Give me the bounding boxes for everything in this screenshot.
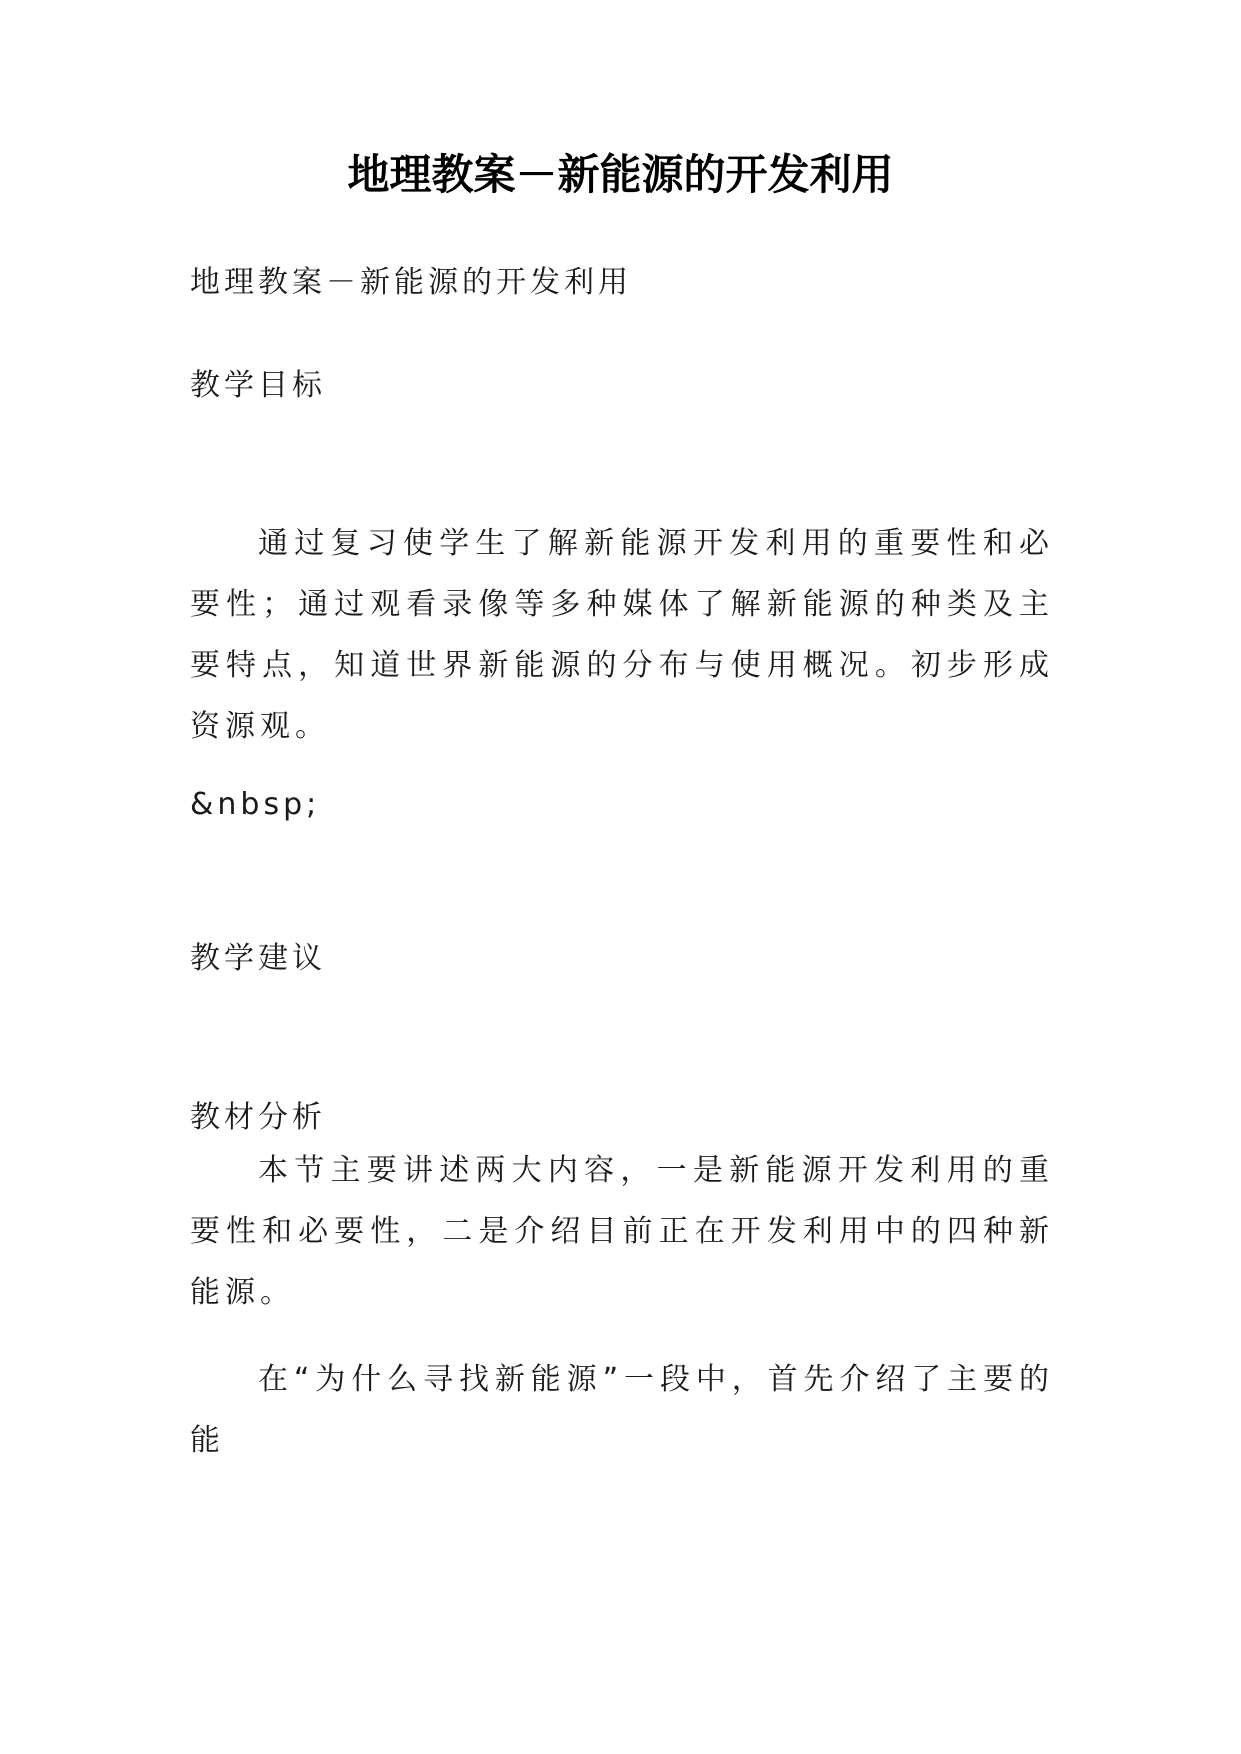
heading-teaching-goals: 教学目标 — [190, 368, 326, 403]
heading-material-analysis: 教材分析 — [190, 1100, 326, 1135]
new-energy-paragraph: 在“为什么寻找新能源”一段中，首先介绍了主要的能 — [190, 1362, 1054, 1458]
heading-teaching-suggestions: 教学建议 — [190, 941, 326, 976]
document-subtitle: 地理教案－新能源的开发利用 — [190, 265, 632, 300]
nbsp-text: &nbsp; — [190, 787, 321, 822]
goals-paragraph: 通过复习使学生了解新能源开发利用的重要性和必要性；通过观看录像等多种媒体了解新能源的种类及主要特点，知道世界新能源的分布与使用概况。初步形成资源观。 — [190, 526, 1054, 744]
analysis-paragraph: 本节主要讲述两大内容，一是新能源开发利用的重要性和必要性，二是介绍目前正在开发利用中的四种新能源。 — [190, 1153, 1054, 1310]
document-title: 地理教案－新能源的开发利用 — [347, 150, 894, 199]
